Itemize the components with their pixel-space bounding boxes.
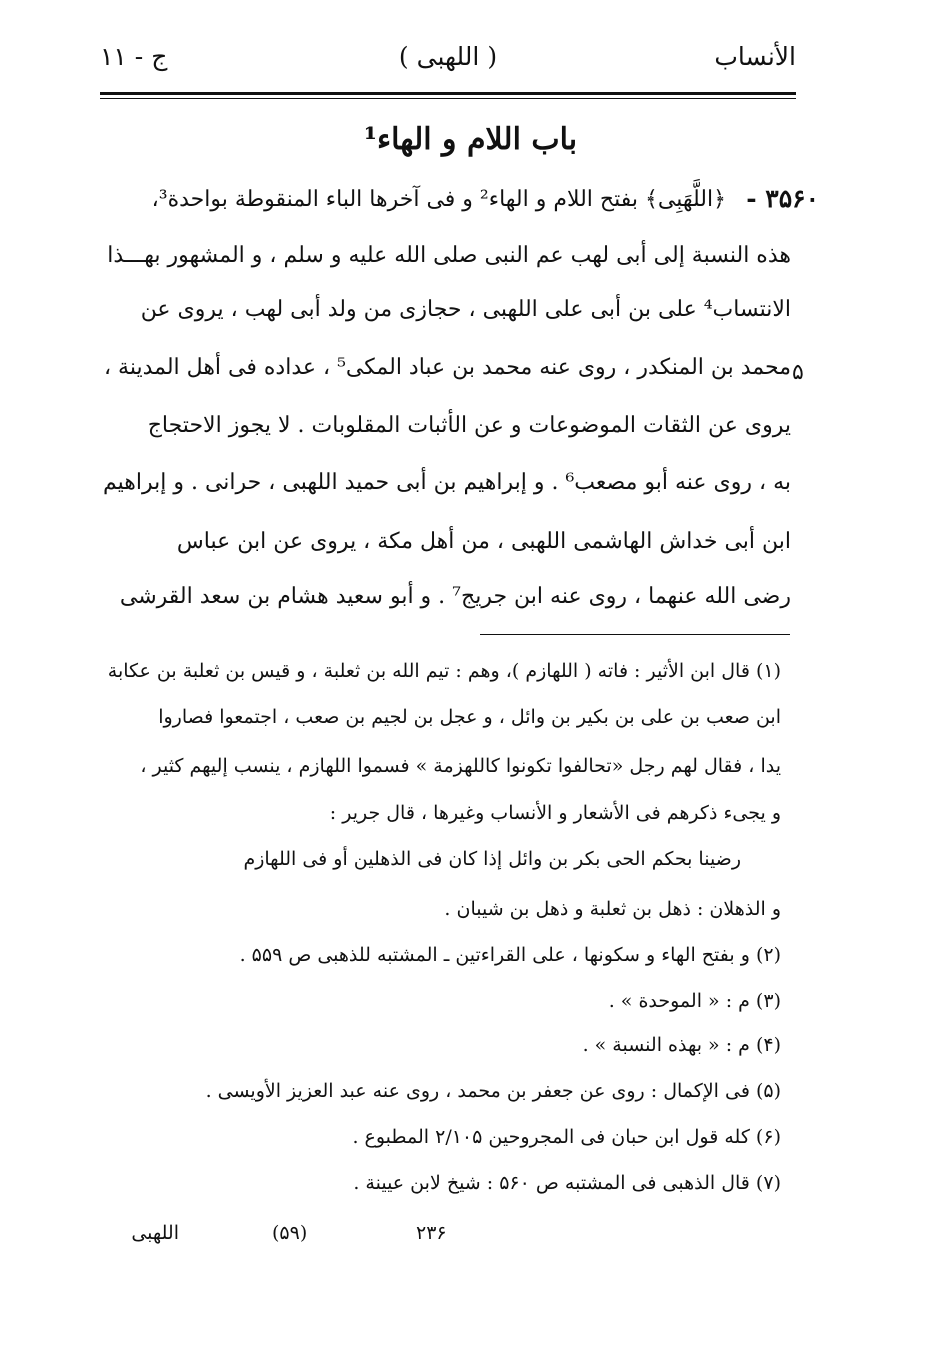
- entry-line-5: یروی عن الثقات الموضوعات و عن الأثبات المقلوبات . لا یجوز الاحتجاج: [147, 413, 791, 438]
- header-rule-thin: [100, 98, 796, 99]
- entry-line-4: محمد بن المنکدر ، روی عنه محمد بن عباد المکی⁵ ، عداده فی أهل المدینة ،: [103, 355, 791, 380]
- chapter-title: باب اللام و الهاء¹: [363, 122, 578, 157]
- footnote-1-verse: رضینا بحکم الحی بکر بن وائل إذا کان فی الذهلین أو فی اللهازم: [243, 848, 741, 870]
- footnote-6: (۶) کله قول ابن حبان فی المجروحین ۲/۱۰۵ المطبوع .: [352, 1126, 781, 1148]
- header-rule-thick: [100, 92, 796, 95]
- header-book-title: الأنساب: [714, 42, 796, 71]
- footnote-7: (۷) قال الذهبی فی المشتبه ص ۵۶۰ : شیخ لابن عیینة .: [353, 1172, 781, 1194]
- entry-line-6: به ، روی عنه أبو مصعب⁶ . و إبراهیم بن أبی حمید اللهبی ، حرانی . و إبراهیم: [103, 470, 791, 495]
- entry-line-8: رضی الله عنهما ، روی عنه ابن جریج⁷ . و أبو سعید هشام بن سعد القرشی: [119, 584, 791, 609]
- footnote-2: (۲) و بفتح الهاء و سکونها ، علی القراءتین ـ المشتبه للذهبی ص ۵۵۹ .: [239, 944, 781, 966]
- header-entry-title: ( اللهبی ): [398, 42, 498, 71]
- footnote-3: (۳) م : « الموحدة » .: [608, 990, 781, 1012]
- footnote-4: (۴) م : « بهذه النسبة » .: [582, 1034, 781, 1056]
- footnote-1-line-3: یدا ، فقال لهم رجل «تحالفوا تکونوا کاللهزمة » فسموا اللهازم ، ینسب إلیهم کثیر ،: [140, 755, 781, 777]
- footnote-5: (۵) فی الإکمال : روی عن جعفر بن محمد ، روی عنه عبد العزیز الأویسی .: [205, 1080, 781, 1102]
- footnote-separator: [480, 634, 790, 635]
- entry-line-1: ﴿اللَّهَبِی﴾ بفتح اللام و الهاء² و فی آخرها الباء المنقوطة بواحدة³،: [151, 187, 726, 212]
- entry-number: ۳۵۶۰ -: [746, 184, 819, 213]
- line-number-margin: ۵: [792, 360, 804, 385]
- footnote-1-line-4: و یجیء ذکرهم فی الأشعار و الأنساب وغیرها ، قال جریر :: [329, 802, 781, 824]
- footnote-1-line-1: (۱) قال ابن الأثیر : فاته ( اللهازم )، وهم : تیم الله بن ثعلبة ، و قیس بن ثعلبة بن عکابة: [107, 660, 781, 682]
- page-header: [100, 42, 796, 82]
- footer-folio: (۵۹): [272, 1222, 308, 1244]
- footnote-1-line-6: و الذهلان : ذهل بن ثعلبة و ذهل بن شیبان .: [444, 898, 781, 920]
- entry-line-2: هذه النسبة إلی أبی لهب عم النبی صلی الله علیه و سلم ، و المشهور بهـــذا: [107, 243, 791, 268]
- footnote-1-line-2: ابن صعب بن علی بن بکیر بن وائل ، و عجل بن لجیم بن صعب ، اجتمعوا فصاروا: [158, 706, 781, 728]
- entry-line-3: الانتساب⁴ علی بن أبی علی اللهبی ، حجازی من ولد أبی لهب ، یروی عن: [140, 297, 791, 322]
- entry-line-7: ابن أبی خداش الهاشمی اللهبی ، من أهل مکة ، یروی عن ابن عباس: [176, 529, 791, 554]
- header-volume: ج - ۱۱: [100, 42, 168, 71]
- footer-page-number: ۲۳۶: [416, 1222, 447, 1244]
- footer-entry-name: اللهبی: [131, 1222, 179, 1244]
